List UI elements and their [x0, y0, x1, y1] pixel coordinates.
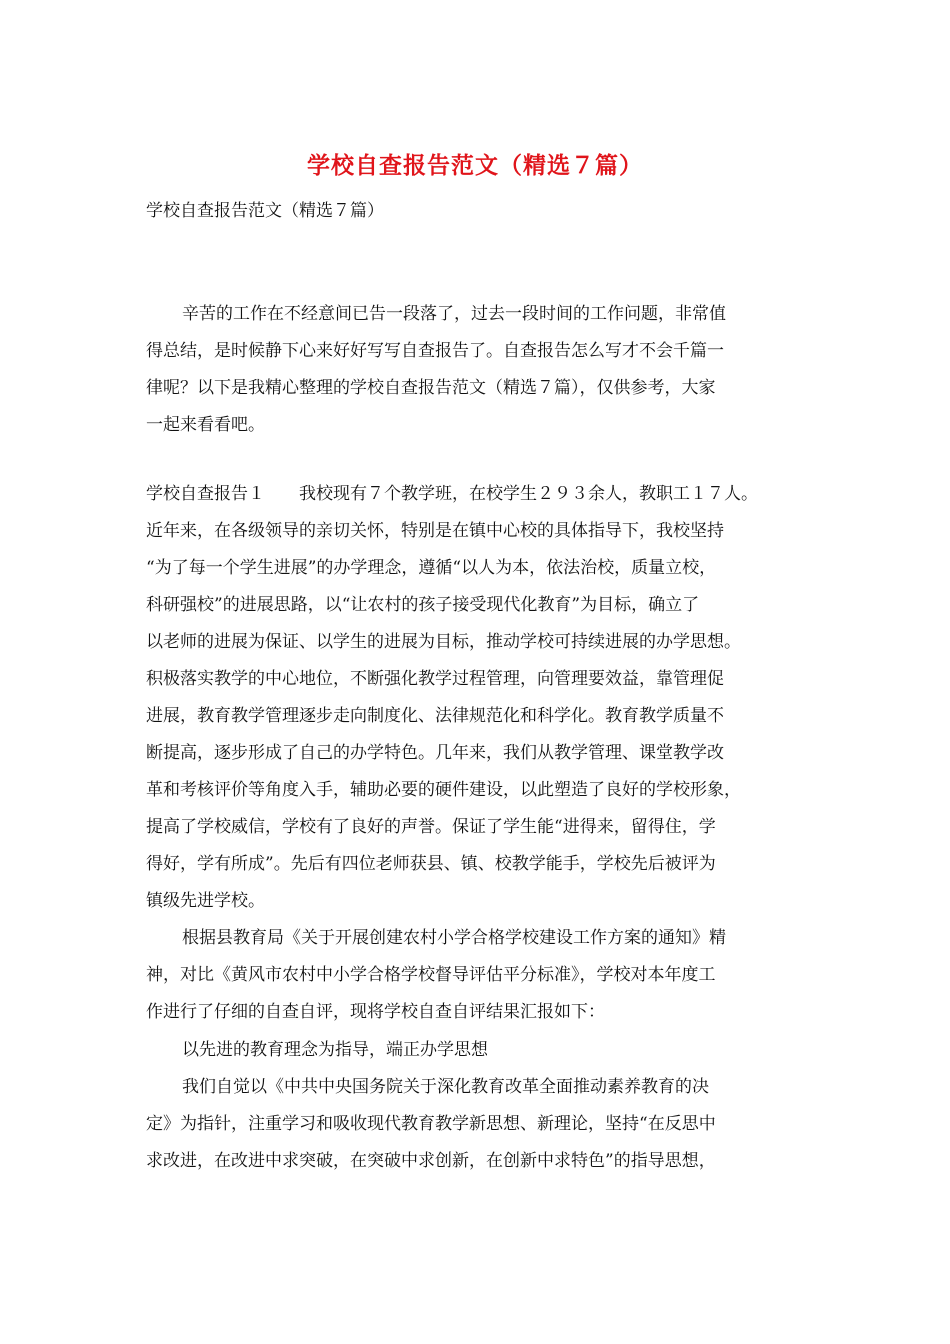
basis-paragraph: [146, 920, 818, 1031]
report1-paragraph: [146, 476, 818, 920]
report1-line: 以老师的进展为保证、以学生的进展为目标，推动学校可持续进展的办学思想。: [146, 632, 741, 652]
section1-line: 定》为指针，注重学习和吸收现代教育教学新思想、新理论，坚持“在反思中: [146, 1114, 716, 1134]
section1-paragraph: [146, 1069, 818, 1180]
report1-line: 积极落实教学的中心地位，不断强化教学过程管理，向管理要效益，靠管理促: [146, 669, 724, 689]
report1-line: 提高了学校威信，学校有了良好的声誉。保证了学生能“进得来，留得住，学: [146, 817, 716, 837]
report1-line: 近年来，在各级领导的亲切关怀，特别是在镇中心校的具体指导下，我校坚持: [146, 521, 724, 541]
section-heading: 以先进的教育理念为指导，端正办学思想: [182, 1040, 488, 1060]
report1-line: 科研强校”的进展思路，以“让农村的孩子接受现代化教育”为目标，确立了: [146, 595, 700, 615]
document-subtitle: 学校自查报告范文（精选７篇）: [146, 201, 384, 221]
intro-paragraph: [146, 296, 818, 444]
report1-line: 得好，学有所成”。先后有四位老师获县、镇、校教学能手，学校先后被评为: [146, 854, 716, 874]
basis-line: 作进行了仔细的自查自评，现将学校自查自评结果汇报如下：: [146, 1002, 605, 1022]
intro-line: 辛苦的工作在不经意间已告一段落了，过去一段时间的工作问题，非常值: [182, 304, 726, 324]
report1-line: “为了每一个学生进展”的办学理念，遵循“以人为本，依法治校，质量立校，: [146, 558, 717, 578]
report1-line: 镇级先进学校。: [146, 891, 265, 911]
section-heading-paragraph: [146, 1032, 818, 1069]
section1-line: 我们自觉以《中共中央国务院关于深化教育改革全面推动素养教育的决: [182, 1077, 709, 1097]
section1-line: 求改进，在改进中求突破，在突破中求创新，在创新中求特色”的指导思想，: [146, 1151, 716, 1171]
basis-line: 根据县教育局《关于开展创建农村小学合格学校建设工作方案的通知》精: [182, 928, 726, 948]
basis-line: 神，对比《黄风市农村中小学合格学校督导评估平分标准》，学校对本年度工: [146, 965, 716, 985]
intro-line: 一起来看看吧。: [146, 415, 265, 435]
intro-line: 得总结，是时候静下心来好好写写自查报告了。自查报告怎么写才不会千篇一: [146, 341, 724, 361]
document-title: 学校自查报告范文（精选７篇）: [307, 152, 643, 179]
intro-line: 律呢？以下是我精心整理的学校自查报告范文（精选７篇），仅供参考，大家: [146, 378, 716, 398]
report1-line: 断提高，逐步形成了自己的办学特色。几年来，我们从教学管理、课堂教学改: [146, 743, 724, 763]
report1-line: 学校自查报告１ 我校现有７个教学班，在校学生２９３余人，教职工１７人。: [146, 484, 758, 504]
report1-line: 进展，教育教学管理逐步走向制度化、法律规范化和科学化。教育教学质量不: [146, 706, 724, 726]
report1-line: 革和考核评价等角度入手，辅助必要的硬件建设，以此塑造了良好的学校形象，: [146, 780, 741, 800]
